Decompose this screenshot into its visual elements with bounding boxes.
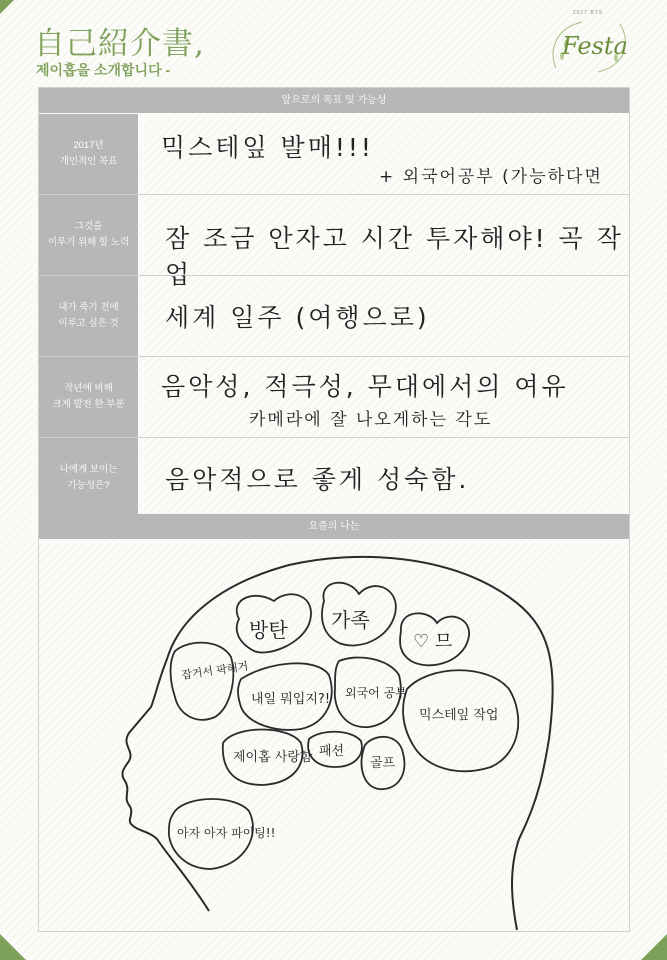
answer-line-1: 잠 조금 안자고 시간 투자해야! 곡 작업 (165, 224, 624, 289)
corner-accent-bottom-right (641, 934, 667, 960)
answer-line-1: 음악적으로 좋게 성숙함. (165, 465, 470, 494)
row-label: 내가 죽기 전에 이루고 싶은 것 (58, 302, 119, 329)
goal-row-2017 (39, 114, 629, 195)
answer-line-1: 음악성, 적극성, 무대에서의 여유 (161, 372, 569, 401)
row-label: 나에게 보이는 가능성은? (59, 464, 118, 491)
row-label-cell (39, 438, 139, 518)
goals-section-header: 앞으로의 목표 및 가능성 (39, 88, 629, 113)
bubble-text-bangtan: 방탄 (249, 618, 288, 642)
answer-line-1: 믹스테잎 발매!!! (161, 133, 374, 162)
bubble-text-love: 제이홉 사랑함 (233, 750, 313, 765)
logo-wordmark: Festa (562, 32, 628, 60)
row-answer-cell (139, 276, 629, 356)
bubble-text-golf: 골프 (370, 756, 396, 771)
row-label-cell (39, 114, 139, 194)
bubble-text-family: 가족 (331, 608, 370, 632)
bubble-text-rich: 잡거서 팍해거 (180, 659, 250, 682)
brain-drawing-area (39, 539, 629, 930)
corner-accent-top-left (0, 0, 14, 14)
row-answer-cell (139, 438, 629, 518)
goal-row-improvement (39, 357, 629, 438)
bubble-text-parents: ♡ 므 (413, 631, 453, 652)
answer-line-2: + 외국어공부 (가능하다면 (379, 167, 603, 187)
row-label: 작년에 비해 크게 발전 한 부분 (52, 383, 125, 410)
bubble-text-fashion: 패션 (319, 744, 345, 759)
page-title: 自己紹介書, (34, 26, 205, 62)
row-answer-cell (139, 114, 629, 194)
goal-row-effort (39, 195, 629, 289)
row-label-cell (39, 276, 139, 356)
answer-line-2: 카메라에 잘 나오게하는 각도 (249, 410, 493, 430)
bubble-rich-outline (171, 643, 234, 720)
bubble-text-fighting: 아자 아자 파이팅!! (177, 826, 276, 840)
answer-line-1: 세계 일주 (여행으로) (165, 303, 430, 332)
row-label: 2017년 개인적인 목표 (59, 140, 118, 167)
profile-sheet (38, 87, 630, 932)
row-answer-cell (139, 357, 629, 437)
bubble-text-tomorrow: 내일 뭐입지?! (251, 692, 331, 707)
row-label: 그것을 이루기 위해 할 노력 (47, 221, 130, 248)
goal-row-bucket (39, 276, 629, 357)
row-label-cell (39, 357, 139, 437)
bubble-text-language: 외국어 공부 (345, 686, 407, 700)
festa-logo (542, 10, 634, 82)
row-answer-cell (139, 195, 629, 289)
brain-section-header: 요즘의 나는 (39, 514, 629, 539)
head-brain-illustration (39, 539, 629, 930)
corner-accent-bottom-left (0, 934, 26, 960)
row-label-cell (39, 195, 139, 275)
goal-row-potential (39, 438, 629, 519)
bubble-text-mixtape: 믹스테잎 작업 (419, 708, 499, 723)
page-subtitle: 제이홉을 소개합니다 - (36, 62, 171, 78)
logo-year: 2017 BTS (572, 10, 604, 16)
